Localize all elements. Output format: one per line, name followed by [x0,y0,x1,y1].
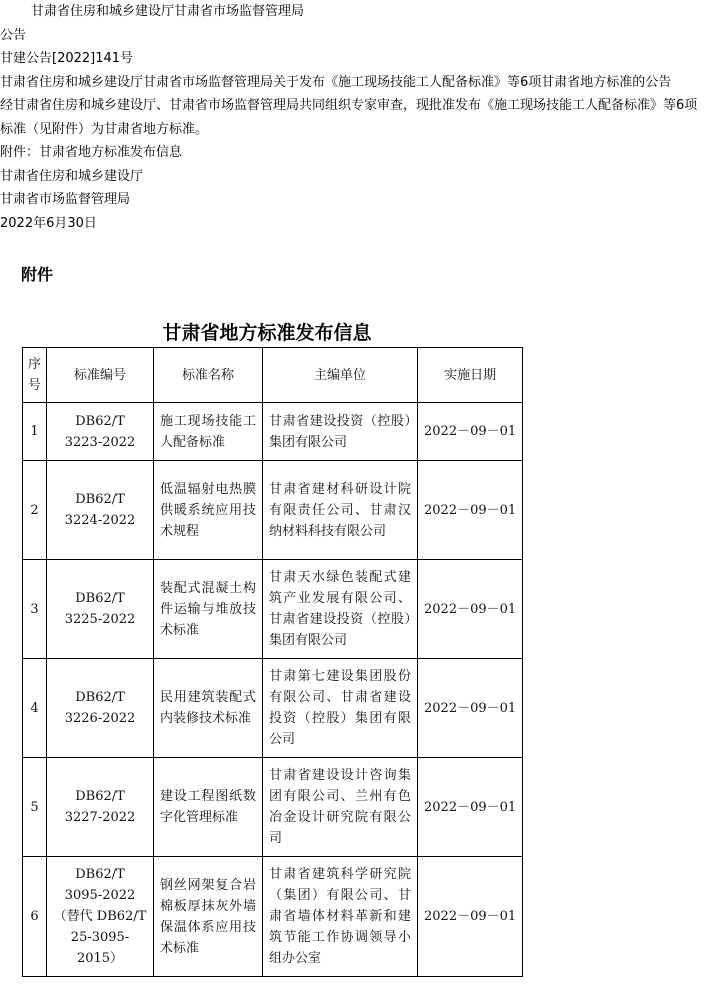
row-code: DB62/T 3095-2022 （替代 DB62/T 25-3095-2015） [47,857,154,977]
row-name: 装配式混凝土构件运输与堆放技术标准 [154,560,263,659]
row-org: 甘肃省建设投资（控股）集团有限公司 [263,403,418,461]
row-name: 建设工程图纸数字化管理标准 [154,758,263,857]
table-row [23,857,523,977]
row-no: 5 [23,758,47,857]
table-row [23,659,523,758]
attachment-line: 附件：甘肃省地方标准发布信息 [0,145,183,160]
standards-table [22,347,523,977]
row-code: DB62/T 3225-2022 [47,560,154,659]
row-org: 甘肃省建材科研设计院有限责任公司、甘肃汉纳材料科技有限公司 [263,461,418,560]
header-date: 实施日期 [418,348,523,403]
row-org: 甘肃省建筑科学研究院（集团）有限公司、甘肃省墙体材料革新和建筑节能工作协调领导小组办公室 [263,857,418,977]
table-title: 甘肃省地方标准发布信息 [162,322,372,344]
header-no: 序 号 [23,348,47,403]
table-row [23,403,523,461]
row-org: 甘肃天水绿色装配式建筑产业发展有限公司、甘肃省建设投资（控股）集团有限公司 [263,560,418,659]
table-row [23,758,523,857]
doc-number: 甘建公告[2022]141号 [0,51,134,66]
notice-text [0,0,712,235]
header-name: 标准名称 [154,348,263,403]
row-no: 2 [23,461,47,560]
table-row [23,560,523,659]
row-no: 1 [23,403,47,461]
row-no: 6 [23,857,47,977]
signer-housing-dept: 甘肃省住房和城乡建设厅 [0,168,144,184]
header-org: 主编单位 [263,348,418,403]
row-code: DB62/T 3223-2022 [47,403,154,461]
row-date: 2022－09－01 [418,560,523,659]
row-org: 甘肃省建设设计咨询集团有限公司、兰州有色冶金设计研究院有限公司 [263,758,418,857]
row-date: 2022－09－01 [418,857,523,977]
notice-body: 经甘肃省住房和城乡建设厅、甘肃省市场监督管理局共同组织专家审查，现批准发布《施工现场技能工人配备标准》等6项标准（见附件）为甘肃省地方标准。 [0,98,698,137]
row-name: 民用建筑装配式内装修技术标准 [154,659,263,758]
row-date: 2022－09－01 [418,659,523,758]
row-date: 2022－09－01 [418,403,523,461]
notice-date: 2022年6月30日 [0,215,97,231]
notice-title: 甘肃省住房和城乡建设厅甘肃省市场监督管理局关于发布《施工现场技能工人配备标准》等6项甘肃省地方标准的公告 [0,74,672,90]
row-org: 甘肃第七建设集团股份有限公司、甘肃省建设投资（控股）集团有限公司 [263,659,418,758]
doc-type: 公告 [0,27,27,43]
header-code: 标准编号 [47,348,154,403]
annex-label: 附件 [21,265,54,284]
row-code: DB62/T 3224-2022 [47,461,154,560]
row-name: 施工现场技能工人配备标准 [154,403,263,461]
row-code: DB62/T 3227-2022 [47,758,154,857]
table-row [23,461,523,560]
table-header-row [23,348,523,403]
row-no: 4 [23,659,47,758]
issuers-header: 甘肃省住房和城乡建设厅甘肃省市场监督管理局 [31,4,305,19]
row-code: DB62/T 3226-2022 [47,659,154,758]
row-date: 2022－09－01 [418,758,523,857]
row-name: 低温辐射电热膜供暖系统应用技术规程 [154,461,263,560]
row-no: 3 [23,560,47,659]
row-date: 2022－09－01 [418,461,523,560]
row-name: 钢丝网架复合岩棉板厚抹灰外墙保温体系应用技术标准 [154,857,263,977]
signer-market-bureau: 甘肃省市场监督管理局 [0,192,131,207]
